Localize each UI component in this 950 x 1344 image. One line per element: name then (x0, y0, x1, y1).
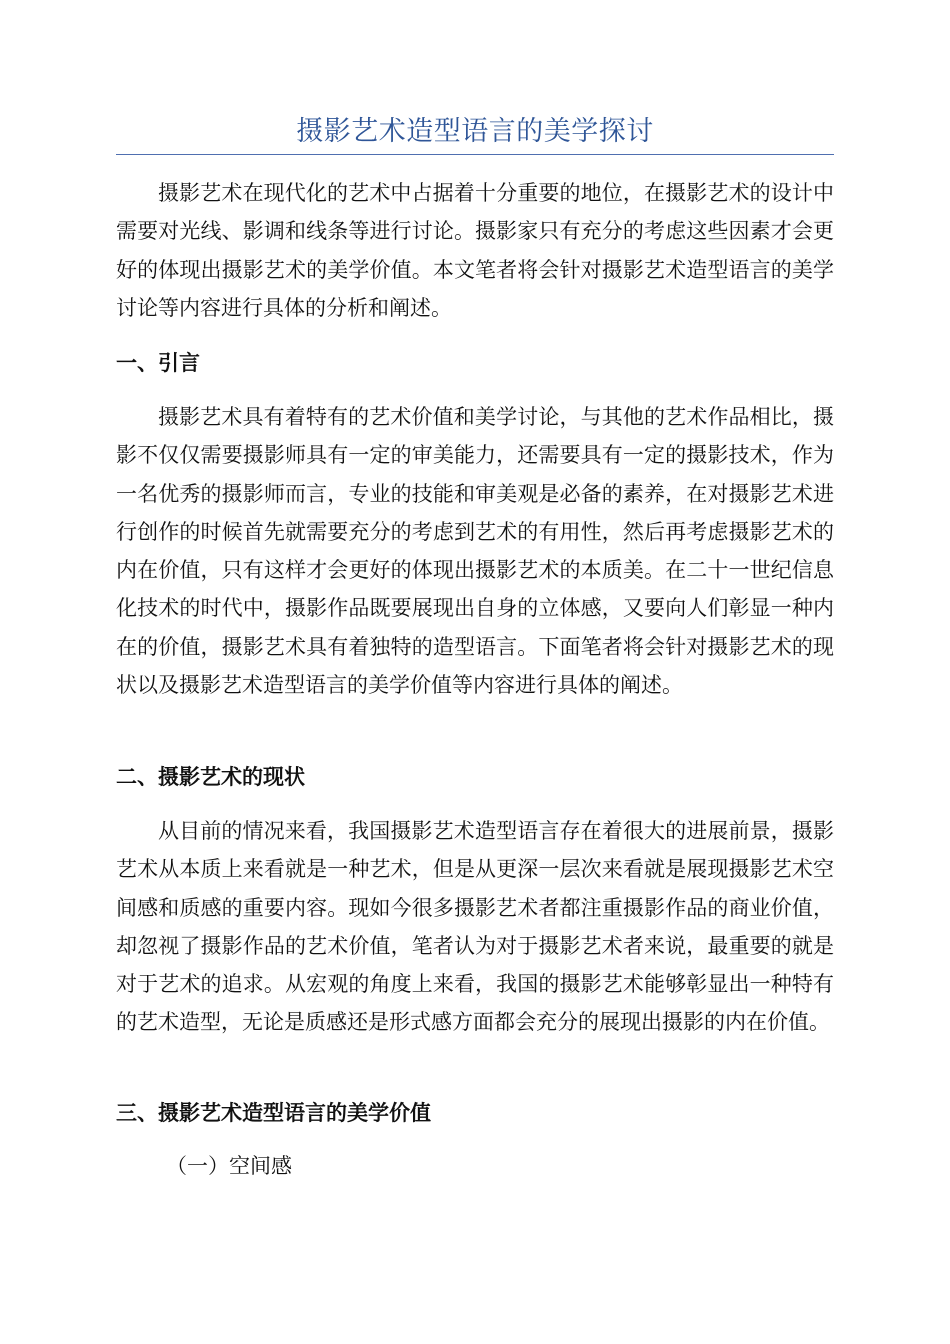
section-heading-current-status: 二、摄影艺术的现状 (116, 765, 305, 789)
section-heading-aesthetic-value: 三、摄影艺术造型语言的美学价值 (116, 1101, 431, 1125)
document-title: 摄影艺术造型语言的美学探讨 (296, 116, 654, 147)
title-underline (116, 154, 834, 155)
subsection-heading-spatial-sense: （一）空间感 (166, 1154, 292, 1178)
section-heading-introduction: 一、引言 (116, 351, 200, 375)
current-status-paragraph: 从目前的情况来看，我国摄影艺术造型语言存在着很大的进展前景，摄影艺术从本质上来看就是一种艺术，但是从更深一层次来看就是展现摄影艺术空间感和质感的重要内容。现如今很多摄影艺术者都注重摄影作品的商业价值，却忽视了摄影作品的艺术价值，笔者认为对于摄影艺术者来说，最重要的就是对于艺术的追求。从宏观的角度上来看，我国的摄影艺术能够彰显出一种特有的艺术造型，无论是质感还是形式感方面都会充分的展现出摄影的内在价值。 (116, 819, 834, 1035)
abstract-paragraph: 摄影艺术在现代化的艺术中占据着十分重要的地位，在摄影艺术的设计中需要对光线、影调和线条等进行讨论。摄影家只有充分的考虑这些因素才会更好的体现出摄影艺术的美学价值。本文笔者将会针对摄影艺术造型语言的美学讨论等内容进行具体的分析和阐述。 (116, 181, 834, 320)
introduction-paragraph: 摄影艺术具有着特有的艺术价值和美学讨论，与其他的艺术作品相比，摄影不仅仅需要摄影师具有一定的审美能力，还需要具有一定的摄影技术，作为一名优秀的摄影师而言，专业的技能和审美观是必备的素养，在对摄影艺术进行创作的时候首先就需要充分的考虑到艺术的有用性，然后再考虑摄影艺术的内在价值，只有这样才会更好的体现出摄影艺术的本质美。在二十一世纪信息化技术的时代中，摄影作品既要展现出自身的立体感，又要向人们彰显一种内在的价值，摄影艺术具有着独特的造型语言。下面笔者将会针对摄影艺术的现状以及摄影艺术造型语言的美学价值等内容进行具体的阐述。 (116, 405, 834, 698)
